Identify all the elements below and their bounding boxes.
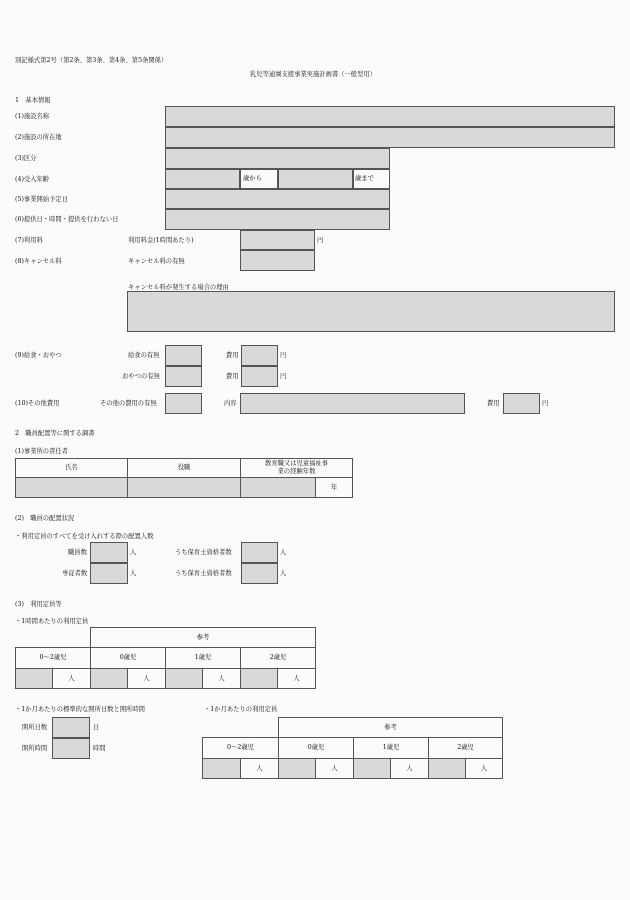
facility-name-label: (1)施設名称 [15, 113, 50, 120]
per-month-col-1 [353, 737, 429, 759]
per-hour-0-field[interactable] [90, 668, 128, 689]
other-content-field[interactable] [240, 393, 465, 414]
meal-cost-label: 費用 [226, 352, 239, 359]
age-to-field[interactable] [278, 169, 353, 189]
aux-count-field[interactable] [90, 563, 128, 584]
reference-text: 参考 [384, 723, 397, 731]
per-hour-col-0-2 [15, 647, 91, 669]
snack-label: おやつの有無 [122, 373, 160, 380]
category-label: (3)区分 [15, 155, 37, 162]
other-cost-sub-label: その他の費用の有無 [100, 400, 157, 407]
fee-sub-label: 利用料金(1時間あたり) [128, 237, 194, 244]
col-1-text: 1歳児 [382, 744, 400, 751]
person-unit: 人 [218, 674, 225, 682]
staff-count-field[interactable] [90, 542, 128, 563]
start-date-field[interactable] [165, 189, 390, 209]
person-unit: 人 [331, 764, 338, 772]
person-unit: 人 [480, 764, 488, 772]
days-label: (6)提供日・時間・提供を行わない日 [15, 216, 119, 223]
form-number: 別記様式第2号（第2条、第3条、第4条、第5条関係） [15, 57, 168, 64]
per-month-col-0 [278, 737, 354, 759]
days-field[interactable] [165, 209, 390, 230]
staff-qualified-unit: 人 [280, 549, 287, 556]
cancel-reason-field[interactable] [127, 291, 615, 332]
col-0-2-text: 0～2歳児 [39, 654, 67, 661]
facility-address-field[interactable] [165, 127, 615, 148]
per-hour-2-field[interactable] [240, 668, 278, 689]
per-hour-1-unit [202, 668, 241, 689]
other-cost-yen: 円 [542, 400, 549, 407]
manager-name-field[interactable] [15, 477, 128, 498]
section-1-heading: 1 基本情報 [15, 97, 51, 104]
fee-yen: 円 [317, 237, 324, 244]
per-hour-col-0 [90, 647, 166, 669]
facility-address-label: (2)施設の所在地 [15, 134, 62, 141]
open-hours-label: 開所時間 [22, 745, 48, 752]
year-unit: 年 [330, 483, 338, 491]
other-cost-amount-field[interactable] [503, 393, 540, 414]
person-unit: 人 [143, 674, 150, 682]
age-label: (4)受入年齢 [15, 176, 50, 183]
aux-qualified-label: うち保育士資格者数 [175, 570, 232, 577]
reference-text: 参考 [196, 633, 210, 641]
cancel-sub-label: キャンセル料の有無 [128, 258, 185, 265]
person-unit: 人 [293, 674, 300, 682]
staff-note: ・利用定員のすべてを受け入れする際の配置人数 [15, 533, 154, 540]
other-cost-field[interactable] [165, 393, 202, 414]
per-hour-2-unit [277, 668, 316, 689]
aux-count-unit: 人 [130, 570, 137, 577]
meal-field[interactable] [165, 345, 202, 366]
manager-exp-unit [315, 477, 353, 498]
cancel-label: (8)キャンセル料 [15, 258, 62, 265]
staff-label: (2) 職員の配置状況 [15, 515, 75, 522]
per-month-2-field[interactable] [428, 758, 466, 779]
meal-sub-label: 給食の有無 [128, 352, 160, 359]
per-hour-reference-header [90, 627, 316, 648]
start-date-label: (5)事業開始予定日 [15, 196, 68, 203]
per-month-reference-header [278, 717, 503, 738]
other-content-label: 内容 [224, 400, 237, 407]
per-hour-label: ・1時間あたりの利用定員 [15, 618, 89, 625]
snack-field[interactable] [165, 366, 202, 387]
open-hours-field[interactable] [52, 738, 90, 759]
cancel-field[interactable] [240, 250, 315, 271]
staff-count-label: 職員数 [68, 549, 87, 556]
meal-cost-field[interactable] [241, 345, 278, 366]
section-2-heading: 2 職員配置等に関する調書 [15, 430, 95, 437]
aux-count-label: 専従者数 [62, 570, 88, 577]
open-hours-unit: 時間 [93, 745, 106, 752]
meal-label: (9)給食・おやつ [15, 352, 62, 359]
per-month-0-2-unit [240, 758, 279, 779]
col-post-header [127, 458, 241, 478]
section-3-heading: (3) 利用定員等 [15, 601, 62, 608]
other-cost-label: (10)その他費用 [15, 400, 60, 407]
category-field[interactable] [165, 148, 390, 169]
snack-cost-field[interactable] [241, 366, 278, 387]
open-days-label: 開所日数 [22, 724, 48, 731]
person-unit: 人 [68, 674, 75, 682]
col-name-text: 氏名 [65, 464, 78, 471]
aux-qualified-field[interactable] [241, 563, 278, 584]
per-hour-1-field[interactable] [165, 668, 203, 689]
per-month-col-2 [428, 737, 503, 759]
document-title: 乳児等通園支援事業実施計画書（一般型用） [250, 71, 376, 78]
facility-name-field[interactable] [165, 106, 615, 127]
per-hour-0-2-field[interactable] [15, 668, 53, 689]
col-exp-header [240, 458, 353, 478]
staff-count-unit: 人 [130, 549, 137, 556]
snack-cost-yen: 円 [280, 373, 287, 380]
per-month-0-field[interactable] [278, 758, 316, 779]
staff-qualified-field[interactable] [241, 542, 278, 563]
col-0-2-text: 0～2歳児 [227, 744, 254, 751]
fee-label: (7)利用料 [15, 237, 43, 244]
meal-cost-yen: 円 [280, 352, 287, 359]
per-hour-col-2 [240, 647, 316, 669]
age-from-field[interactable] [165, 169, 240, 189]
aux-qualified-unit: 人 [280, 570, 287, 577]
col-2-text: 2歳児 [269, 654, 287, 661]
person-unit: 人 [256, 764, 263, 772]
manager-exp-field[interactable] [240, 477, 316, 498]
per-month-0-unit [315, 758, 354, 779]
cancel-reason-label: キャンセル料が発生する場合の理由 [128, 284, 229, 291]
other-cost-amount-label: 費用 [487, 400, 500, 407]
col-0-text: 0歳児 [119, 654, 137, 661]
per-hour-col-1 [165, 647, 241, 669]
person-unit: 人 [406, 764, 413, 772]
open-days-unit: 日 [93, 724, 100, 731]
per-month-1-field[interactable] [353, 758, 391, 779]
col-1-text: 1歳児 [194, 654, 212, 661]
age-to-unit: 歳まで [355, 175, 374, 182]
open-days-field[interactable] [52, 717, 90, 738]
per-month-0-2-field[interactable] [202, 758, 241, 779]
fee-field[interactable] [240, 230, 315, 250]
per-hour-0-unit [127, 668, 166, 689]
staff-qualified-label: うち保育士資格者数 [175, 549, 232, 556]
per-month-2-unit [465, 758, 503, 779]
age-from-unit: 歳から [243, 175, 262, 182]
snack-cost-label: 費用 [226, 373, 239, 380]
monthly-open-label: ・1か月あたりの標準的な開所日数と開所時間 [15, 706, 145, 713]
manager-label: (1)事業所の責任者 [15, 448, 68, 455]
per-month-1-unit [390, 758, 429, 779]
per-month-label: ・1か月あたりの利用定員 [204, 706, 278, 713]
col-2-text: 2歳児 [457, 744, 474, 751]
col-name-header [15, 458, 128, 478]
per-month-col-0-2 [202, 737, 279, 759]
col-exp-text: 教育職又は児童福祉事業の経験年数 [265, 460, 328, 475]
per-hour-0-2-unit [52, 668, 91, 689]
col-post-text: 役職 [177, 464, 191, 471]
manager-post-field[interactable] [127, 477, 241, 498]
col-0-text: 0歳児 [307, 744, 325, 751]
